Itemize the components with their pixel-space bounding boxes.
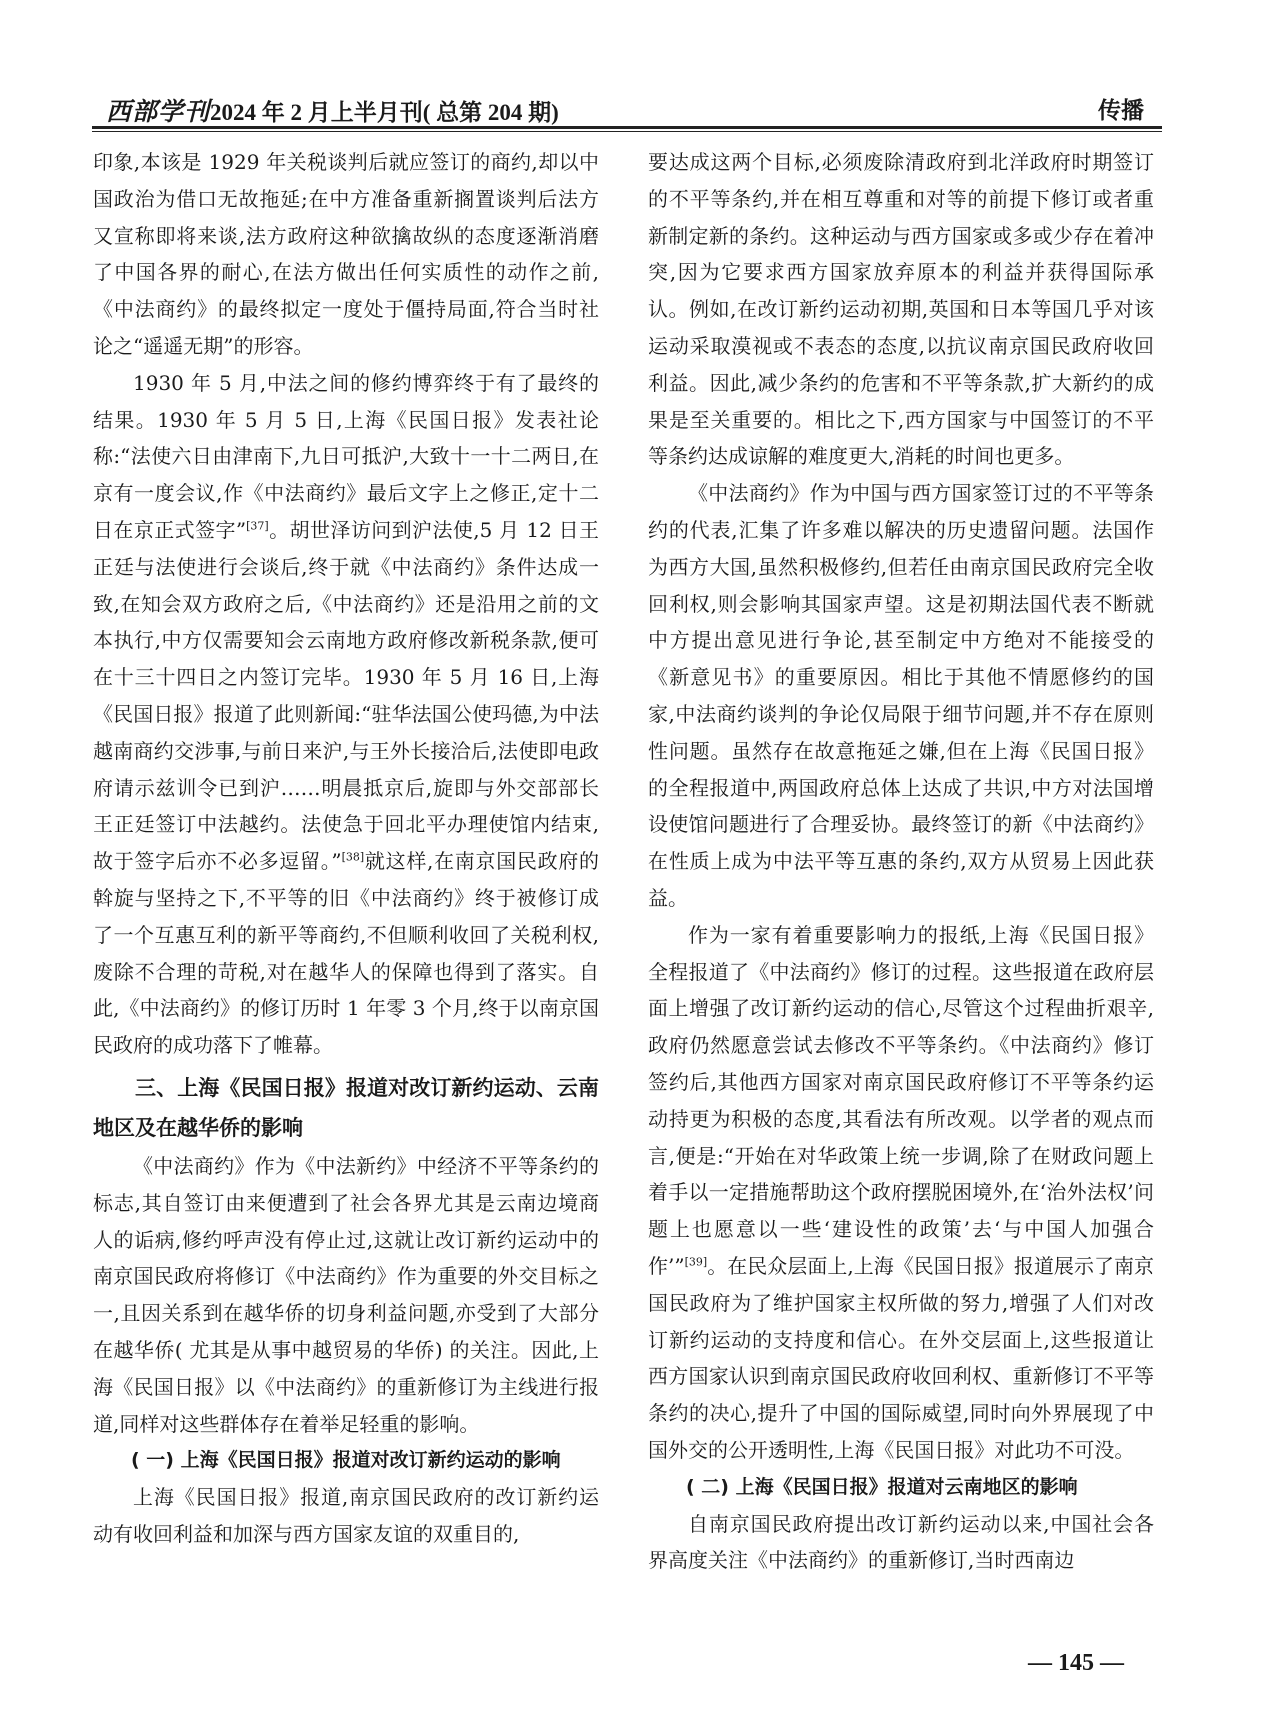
paragraph: 《中法商约》作为中国与西方国家签订过的不平等条约的代表,汇集了许多难以解决的历史遗留问题。法国作为西方大国,虽然积极修约,但若任由南京国民政府完全收回利权,则会影响其国家声望。这是初期法国代表不断就中方提出意见进行争论,甚至制定中方绝对不能接受的《新意见书》的重要原因。相比于其他不情愿修约的国家,中法商约谈判的争论仅局限于细节问题,并不存在原则性问题。虽然存在故意拖延之嫌,但在上海《民国日报》的全程报道中,两国政府总体上达成了共识,中方对法国增设使馆问题进行了合理妥协。最终签订的新《中法商约》在性质上成为中法平等互惠的条约,双方从贸易上因此获益。	[648, 481, 1154, 910]
text-run: 作为一家有着重要影响力的报纸,上海《民国日报》全程报道了《中法商约》修订的过程。这些报道在政府层面上增强了改订新约运动的信心,尽管这个过程曲折艰辛,政府仍然愿意尝试去修改不平等条约。《中法商约》修订签约后,其他西方国家对南京国民政府修订不平等条约运动持更为积极的态度,其看法有所改观。以学者的观点而言,便是:“开始在对华政策上统一步调,除了在财政问题上着手以一定措施帮助这个政府摆脱困境外,在‘治外法权’问题上也愿意以一些‘建设性的政策’去‘与中国人加强合作’”	[648, 922, 1154, 1278]
text-run: 。胡世泽访问到沪法使,5 月 12 日王正廷与法使进行会谈后,终于就《中法商约》条件达成一致,在知会双方政府之后,《中法商约》还是沿用之前的文本执行,中方仅需要知会云南地方政府修改新税条款,便可在十三十四日之内签订完毕。1930 年 5 月 16 日,上海《民国日报》报道了此则新闻:“驻华法国公使玛德,为中法越南商约交涉事,与前日来沪,与王外长接洽后,法使即电政府请示兹训令已到沪……明晨抵京后,旋即与外交部部长王正廷签订中法越约。法使急于回北平办理使馆内结束,故于签字后亦不必多逗留。”	[93, 517, 599, 874]
paragraph: 自南京国民政府提出改订新约运动以来,中国社会各界高度关注《中法商约》的重新修订,当时西南边	[648, 1511, 1154, 1573]
left-column	[93, 144, 599, 1553]
paragraph	[93, 365, 599, 1064]
paragraph: 上海《民国日报》报道,南京国民政府的改订新约运动有收回利益和加深与西方国家友谊的双重目的,	[93, 1485, 599, 1547]
subsection-heading: ( 二) 上海《民国日报》报道对云南地区的影响	[686, 1475, 1078, 1498]
paragraph	[648, 917, 1154, 1469]
text-run: 。在民众层面上,上海《民国日报》报道展示了南京国民政府为了维护国家主权所做的努力,增强了人们对改订新约运动的支持度和信心。在外交层面上,这些报道让西方国家认识到南京国民政府收回利权、重新修订不平等条约的决心,提升了中国的国际威望,同时向外界展现了中国外交的公开透明性,上海《民国日报》对此功不可没。	[648, 1253, 1154, 1462]
paragraph: 要达成这两个目标,必须废除清政府到北洋政府时期签订的不平等条约,并在相互尊重和对等的前提下修订或者重新制定新的条约。这种运动与西方国家或多或少存在着冲突,因为它要求西方国家放弃原本的利益并获得国际承认。例如,在改订新约运动初期,英国和日本等国几乎对该运动采取漠视或不表态的态度,以抗议南京国民政府收回利益。因此,减少条约的危害和不平等条款,扩大新约的成果是至关重要的。相比之下,西方国家与中国签订的不平等条约达成谅解的难度更大,消耗的时间也更多。	[648, 150, 1154, 469]
text-run: 1930 年 5 月,中法之间的修约博弈终于有了最终的结果。1930 年 5 月 5 日,上海《民国日报》发表社论称:“法使六日由津南下,九日可抵沪,大致十一十二两日,在京有一度会议,作《中法商约》最后文字上之修正,定十二日在京正式签字”	[93, 370, 599, 542]
citation: [39]	[684, 1255, 708, 1269]
citation: [38]	[341, 850, 365, 864]
section-heading: 三、上海《民国日报》报道对改订新约运动、云南地区及在越华侨的影响	[93, 1075, 599, 1140]
journal-title	[106, 92, 559, 128]
citation: [37]	[246, 519, 269, 533]
journal-issue: 2024 年 2 月上半月刊( 总第 204 期)	[210, 100, 559, 125]
page-number: — 145 —	[1028, 1650, 1124, 1676]
right-column	[648, 144, 1154, 1579]
header-rule	[92, 126, 1162, 129]
running-header	[92, 86, 1162, 130]
section-name: 传播	[1098, 98, 1144, 124]
paragraph: 印象,本该是 1929 年关税谈判后就应签订的商约,却以中国政治为借口无故拖延;在中方准备重新搁置谈判后法方又宣称即将来谈,法方政府这种欲擒故纵的态度逐渐消磨了中国各界的耐心,在法方做出任何实质性的动作之前,《中法商约》的最终拟定一度处于僵持局面,符合当时社论之“遥遥无期”的形容。	[93, 150, 599, 358]
journal-logo: 西部学刊	[106, 97, 211, 126]
paragraph: 《中法商约》作为《中法新约》中经济不平等条约的标志,其自签订由来便遭到了社会各界尤其是云南边境商人的诟病,修约呼声没有停止过,这就让改订新约运动中的南京国民政府将修订《中法商约》作为重要的外交目标之一,且因关系到在越华侨的切身利益问题,亦受到了大部分在越华侨( 尤其是从事中越贸易的华侨) 的关注。因此,上海《民国日报》以《中法商约》的重新修订为主线进行报道,同样对这些群体存在着举足轻重的影响。	[93, 1153, 599, 1436]
text-run: 就这样,在南京国民政府的斡旋与坚持之下,不平等的旧《中法商约》终于被修订成了一个互惠互利的新平等商约,不但顺利收回了关税利权,废除不合理的苛税,对在越华人的保障也得到了落实。自此,《中法商约》的修订历时 1 年零 3 个月,终于以南京国民政府的成功落下了帷幕。	[93, 849, 599, 1058]
header-rule-thin	[92, 131, 1162, 132]
subsection-heading: ( 一) 上海《民国日报》报道对改订新约运动的影响	[131, 1449, 561, 1472]
